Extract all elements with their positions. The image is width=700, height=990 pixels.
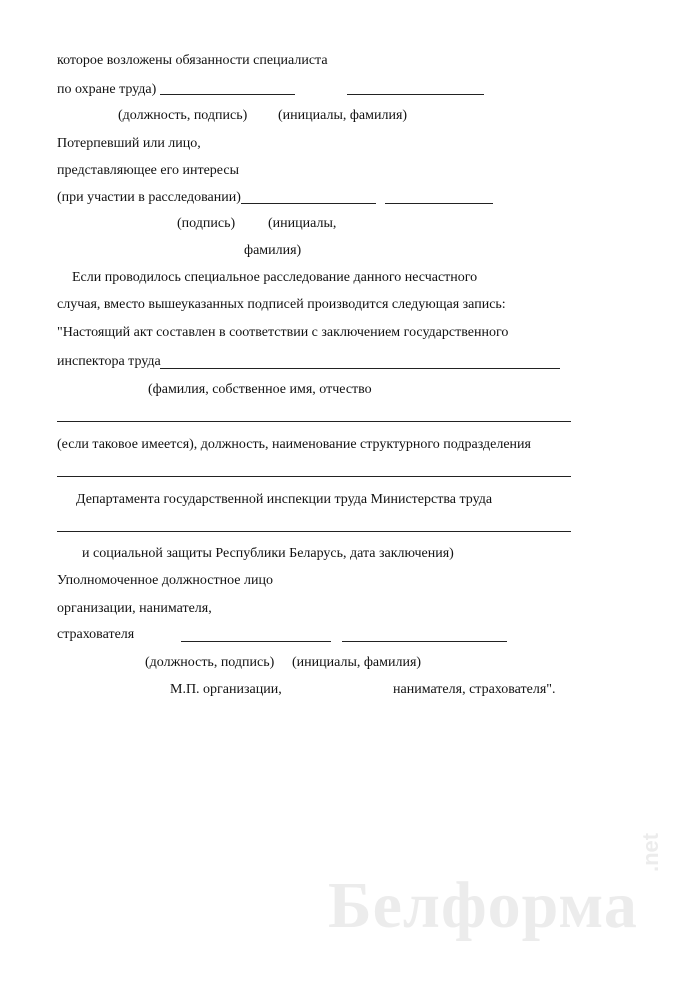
- fill-in-underline: [57, 476, 571, 477]
- signature-underline: [347, 94, 484, 95]
- caption: фамилия): [244, 243, 302, 258]
- caption: (подпись): [177, 216, 236, 231]
- text-line: представляющее его интересы: [57, 163, 239, 178]
- paragraph-line: "Настоящий акт составлен в соответствии с заключением государственного: [57, 325, 509, 340]
- paragraph-line: случая, вместо вышеуказанных подписей производится следующая запись:: [57, 297, 506, 312]
- caption: и социальной защиты Республики Беларусь, дата заключения): [82, 546, 454, 561]
- fill-in-underline: [57, 421, 571, 422]
- watermark-domain: .net: [638, 832, 663, 872]
- fill-in-underline: [160, 368, 560, 369]
- text-line: инспектора труда: [57, 354, 161, 369]
- signature-underline: [181, 641, 331, 642]
- signature-underline: [160, 94, 295, 95]
- fill-in-underline: [57, 531, 571, 532]
- caption: (инициалы,: [268, 216, 337, 231]
- text-line: организации, нанимателя,: [57, 601, 212, 616]
- caption: (инициалы, фамилия): [292, 655, 422, 670]
- caption: (должность, подпись): [145, 655, 275, 670]
- text-line: (при участии в расследовании): [57, 190, 241, 205]
- caption: (если таковое имеется), должность, наименование структурного подразделения: [57, 437, 531, 452]
- text-line: страхователя: [57, 627, 135, 642]
- caption: Департамента государственной инспекции труда Министерства труда: [76, 492, 493, 507]
- text-line: Уполномоченное должностное лицо: [57, 573, 273, 588]
- caption: (инициалы, фамилия): [278, 108, 408, 123]
- signature-underline: [385, 203, 493, 204]
- signature-underline: [342, 641, 507, 642]
- stamp-label: М.П. организации,: [170, 682, 282, 697]
- caption: (фамилия, собственное имя, отчество: [148, 382, 372, 397]
- paragraph-line: Если проводилось специальное расследование данного несчастного: [72, 270, 478, 285]
- watermark-logo: Белформа: [328, 869, 638, 942]
- text-line: Потерпевший или лицо,: [57, 136, 201, 151]
- text-line: по охране труда): [57, 82, 157, 97]
- stamp-label: нанимателя, страхователя".: [393, 682, 556, 697]
- signature-underline: [241, 203, 376, 204]
- caption: (должность, подпись): [118, 108, 248, 123]
- text-line: которое возложены обязанности специалиста: [57, 53, 328, 68]
